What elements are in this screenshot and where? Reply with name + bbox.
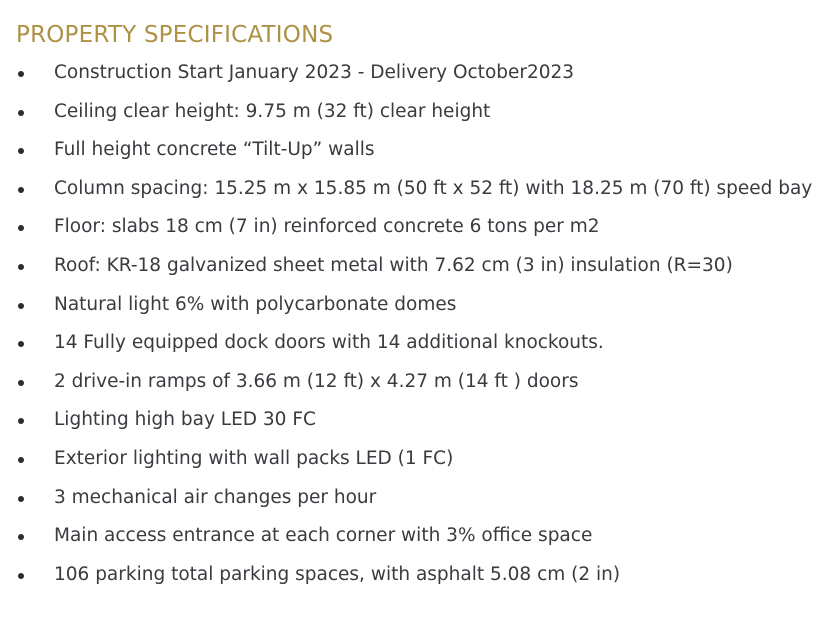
- bullet-icon: [18, 110, 24, 116]
- spec-text: 2 drive-in ramps of 3.66 m (12 ft) x 4.27 m (14 ft ) doors: [54, 370, 579, 392]
- specifications-list: [0, 56, 812, 596]
- list-item: [0, 288, 812, 327]
- bullet-icon: [18, 573, 24, 579]
- bullet-icon: [18, 187, 24, 193]
- bullet-icon: [18, 457, 24, 463]
- bullet-icon: [18, 303, 24, 309]
- spec-text: Exterior lighting with wall packs LED (1 FC): [54, 447, 454, 469]
- spec-text: Column spacing: 15.25 m x 15.85 m (50 ft x 52 ft) with 18.25 m (70 ft) speed bay: [54, 177, 813, 199]
- bullet-icon: [18, 341, 24, 347]
- spec-text: 106 parking total parking spaces, with asphalt 5.08 cm (2 in): [54, 563, 621, 585]
- spec-text: Floor: slabs 18 cm (7 in) reinforced concrete 6 tons per m2: [54, 216, 600, 238]
- list-item: [0, 56, 812, 95]
- spec-text: Construction Start January 2023 - Delivery October2023: [54, 62, 575, 83]
- list-item: [0, 95, 812, 134]
- bullet-icon: [18, 380, 24, 386]
- bullet-icon: [18, 225, 24, 231]
- list-item: [0, 133, 812, 172]
- bullet-icon: [18, 148, 24, 154]
- spec-text: Main access entrance at each corner with 3% office space: [54, 525, 593, 547]
- list-item: [0, 442, 812, 481]
- list-item: [0, 210, 812, 249]
- bullet-icon: [18, 264, 24, 270]
- list-item: [0, 481, 812, 520]
- bullet-icon: [18, 71, 24, 77]
- list-item: [0, 326, 812, 365]
- spec-text: Roof: KR-18 galvanized sheet metal with 7.62 cm (3 in) insulation (R=30): [54, 254, 733, 276]
- spec-text: 14 Fully equipped dock doors with 14 additional knockouts.: [54, 332, 604, 354]
- list-item: [0, 519, 812, 558]
- spec-text: 3 mechanical air changes per hour: [54, 486, 377, 508]
- spec-text: Full height concrete “Tilt-Up” walls: [54, 139, 375, 161]
- list-item: [0, 365, 812, 404]
- bullet-icon: [18, 418, 24, 424]
- list-item: [0, 403, 812, 442]
- bullet-icon: [18, 496, 24, 502]
- list-item: [0, 558, 812, 597]
- spec-text: Lighting high bay LED 30 FC: [54, 409, 316, 431]
- spec-text: Natural light 6% with polycarbonate domes: [54, 293, 457, 315]
- list-item: [0, 172, 812, 211]
- page-title: PROPERTY SPECIFICATIONS: [16, 22, 334, 48]
- spec-text: Ceiling clear height: 9.75 m (32 ft) clear height: [54, 100, 491, 122]
- bullet-icon: [18, 534, 24, 540]
- list-item: [0, 249, 812, 288]
